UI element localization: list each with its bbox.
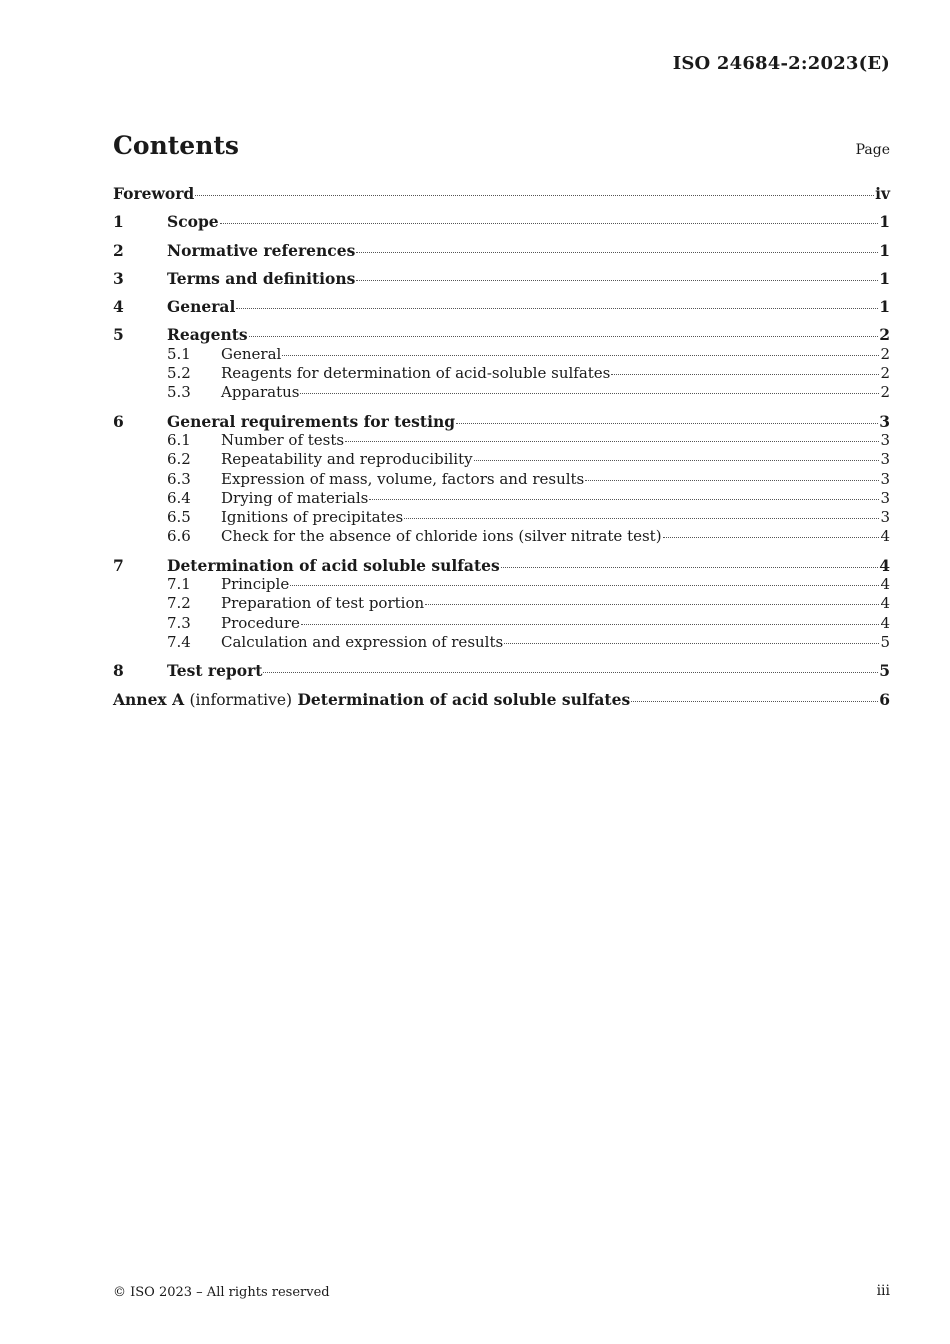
toc-entry-page: 3 [880, 469, 890, 488]
annex-label: Annex A [113, 689, 185, 709]
dot-leader [263, 672, 878, 673]
toc-entry-page: 2 [880, 364, 890, 383]
toc-entry-title: Terms and definitions [167, 268, 356, 288]
toc-entry[interactable] [113, 364, 890, 383]
toc-entry[interactable] [113, 556, 890, 575]
toc-entry-title: General requirements for testing [167, 411, 456, 431]
toc-entry-page: 6 [879, 689, 890, 709]
toc-entry-title: Expression of mass, volume, factors and results [221, 469, 585, 488]
toc-entry-title: Number of tests [221, 430, 345, 449]
dot-leader [290, 585, 879, 586]
toc-entry[interactable] [113, 508, 890, 527]
toc-entry-page: 3 [879, 411, 890, 431]
toc-entry[interactable] [113, 241, 890, 260]
toc-entry[interactable] [113, 184, 890, 203]
toc-entry-number: 5.1 [167, 344, 191, 363]
toc-entry-page: 4 [880, 594, 890, 613]
toc-entry-title: Repeatability and reproducibility [221, 450, 473, 469]
toc-entry[interactable] [113, 431, 890, 450]
toc-entry[interactable] [113, 412, 890, 431]
toc-entry-page: 1 [879, 297, 890, 317]
toc-entry-title: Reagents [167, 325, 248, 345]
dot-leader [236, 308, 878, 309]
toc-entry-title: Ignitions of precipitates [221, 508, 404, 527]
toc-entry-number: 7.4 [167, 632, 191, 651]
toc-entry-page: 3 [880, 508, 890, 527]
toc-entry-title: Determination of acid soluble sulfates [167, 555, 500, 575]
footer-page-number: iii [876, 1283, 890, 1299]
toc-entry-number: 6.6 [167, 527, 191, 546]
dot-leader [345, 441, 879, 442]
toc-entry-page: 4 [879, 555, 890, 575]
toc-entry-title: Check for the absence of chloride ions (silver nitrate test) [221, 527, 662, 546]
toc-entry[interactable] [113, 297, 890, 316]
toc-entry-page: 5 [879, 661, 890, 681]
dot-leader [425, 604, 879, 605]
contents-title: Contents [113, 131, 240, 160]
annex-title: Determination of acid soluble sulfates [297, 689, 631, 709]
toc-annex-heading [113, 690, 630, 710]
toc-entry-page: 4 [880, 527, 890, 546]
toc-entry-number: 3 [113, 268, 124, 288]
toc-entry-number: 7.2 [167, 594, 191, 613]
toc-entry-page: 4 [880, 575, 890, 594]
dot-leader [369, 499, 879, 500]
toc-entry-title: Foreword [113, 184, 195, 203]
toc-entry[interactable] [113, 575, 890, 594]
toc-entry[interactable] [113, 633, 890, 652]
toc-entry-number: 5.2 [167, 364, 191, 383]
toc-entry[interactable] [113, 614, 890, 633]
toc-entry-number: 6.1 [167, 430, 191, 449]
toc-entry-title: Preparation of test portion [221, 594, 425, 613]
toc-entry-number: 2 [113, 240, 124, 260]
toc-entry-number: 1 [113, 212, 124, 232]
toc-entry-annex[interactable] [113, 690, 890, 709]
toc-entry-title: Calculation and expression of results [221, 632, 504, 651]
footer-copyright: © ISO 2023 – All rights reserved [113, 1285, 330, 1300]
dot-leader [301, 624, 880, 625]
toc-entry-page: iv [875, 184, 890, 203]
toc-entry[interactable] [113, 345, 890, 364]
toc-entry-number: 8 [113, 661, 124, 681]
toc-entry-number: 6.5 [167, 508, 191, 527]
dot-leader [611, 374, 879, 375]
dot-leader [356, 252, 878, 253]
toc-entry[interactable] [113, 489, 890, 508]
dot-leader [504, 643, 879, 644]
toc-entry[interactable] [113, 527, 890, 546]
toc-entry-page: 4 [880, 613, 890, 632]
annex-qualifier: (informative) [189, 690, 293, 709]
dot-leader [220, 223, 879, 224]
toc-entry-title: General [221, 344, 282, 363]
toc-entry-title: Reagents for determination of acid-soluble sulfates [221, 364, 611, 383]
toc-entry-number: 6.4 [167, 488, 191, 507]
dot-leader [501, 567, 879, 568]
toc-entry[interactable] [113, 212, 890, 231]
dot-leader [300, 393, 879, 394]
toc-entry[interactable] [113, 269, 890, 288]
toc-entry-number: 7 [113, 555, 124, 575]
toc-entry-page: 2 [880, 344, 890, 363]
toc-entry-page: 3 [880, 430, 890, 449]
toc-entry-page: 5 [880, 632, 890, 651]
dot-leader [663, 537, 880, 538]
toc-entry-title: Procedure [221, 613, 300, 632]
dot-leader [356, 280, 878, 281]
toc-entry-number: 7.3 [167, 613, 191, 632]
toc-entry-page: 1 [879, 212, 890, 232]
toc-entry-page: 2 [879, 325, 890, 345]
toc-entry-number: 6.3 [167, 469, 191, 488]
toc-entry-number: 5 [113, 325, 124, 345]
document-id: ISO 24684-2:2023(E) [672, 53, 890, 74]
toc-entry[interactable] [113, 661, 890, 680]
toc-entry-title: Apparatus [221, 383, 300, 402]
dot-leader [631, 701, 878, 702]
toc-entry-title: Test report [167, 661, 263, 681]
toc-entry-number: 6.2 [167, 450, 191, 469]
dot-leader [585, 480, 879, 481]
toc-entry-title: Drying of materials [221, 488, 369, 507]
dot-leader [282, 355, 879, 356]
toc-entry-page: 3 [880, 488, 890, 507]
toc-entry-title: General [167, 297, 236, 317]
dot-leader [249, 336, 879, 337]
toc-entry[interactable] [113, 470, 890, 489]
dot-leader [456, 423, 878, 424]
table-of-contents [113, 184, 890, 709]
toc-entry[interactable] [113, 383, 890, 402]
toc-entry[interactable] [113, 325, 890, 344]
toc-entry-page: 3 [880, 450, 890, 469]
page-column-label: Page [855, 142, 890, 158]
toc-entry-number: 7.1 [167, 575, 191, 594]
toc-entry-title: Scope [167, 212, 219, 232]
toc-entry[interactable] [113, 594, 890, 613]
toc-entry-title: Normative references [167, 240, 356, 260]
toc-entry-number: 4 [113, 297, 124, 317]
dot-leader [474, 460, 880, 461]
toc-entry-number: 6 [113, 411, 124, 431]
dot-leader [195, 195, 874, 196]
dot-leader [404, 518, 879, 519]
toc-entry-page: 1 [879, 240, 890, 260]
toc-entry-title: Principle [221, 575, 290, 594]
toc-entry-page: 2 [880, 383, 890, 402]
toc-entry-number: 5.3 [167, 383, 191, 402]
toc-entry[interactable] [113, 450, 890, 469]
toc-entry-page: 1 [879, 268, 890, 288]
